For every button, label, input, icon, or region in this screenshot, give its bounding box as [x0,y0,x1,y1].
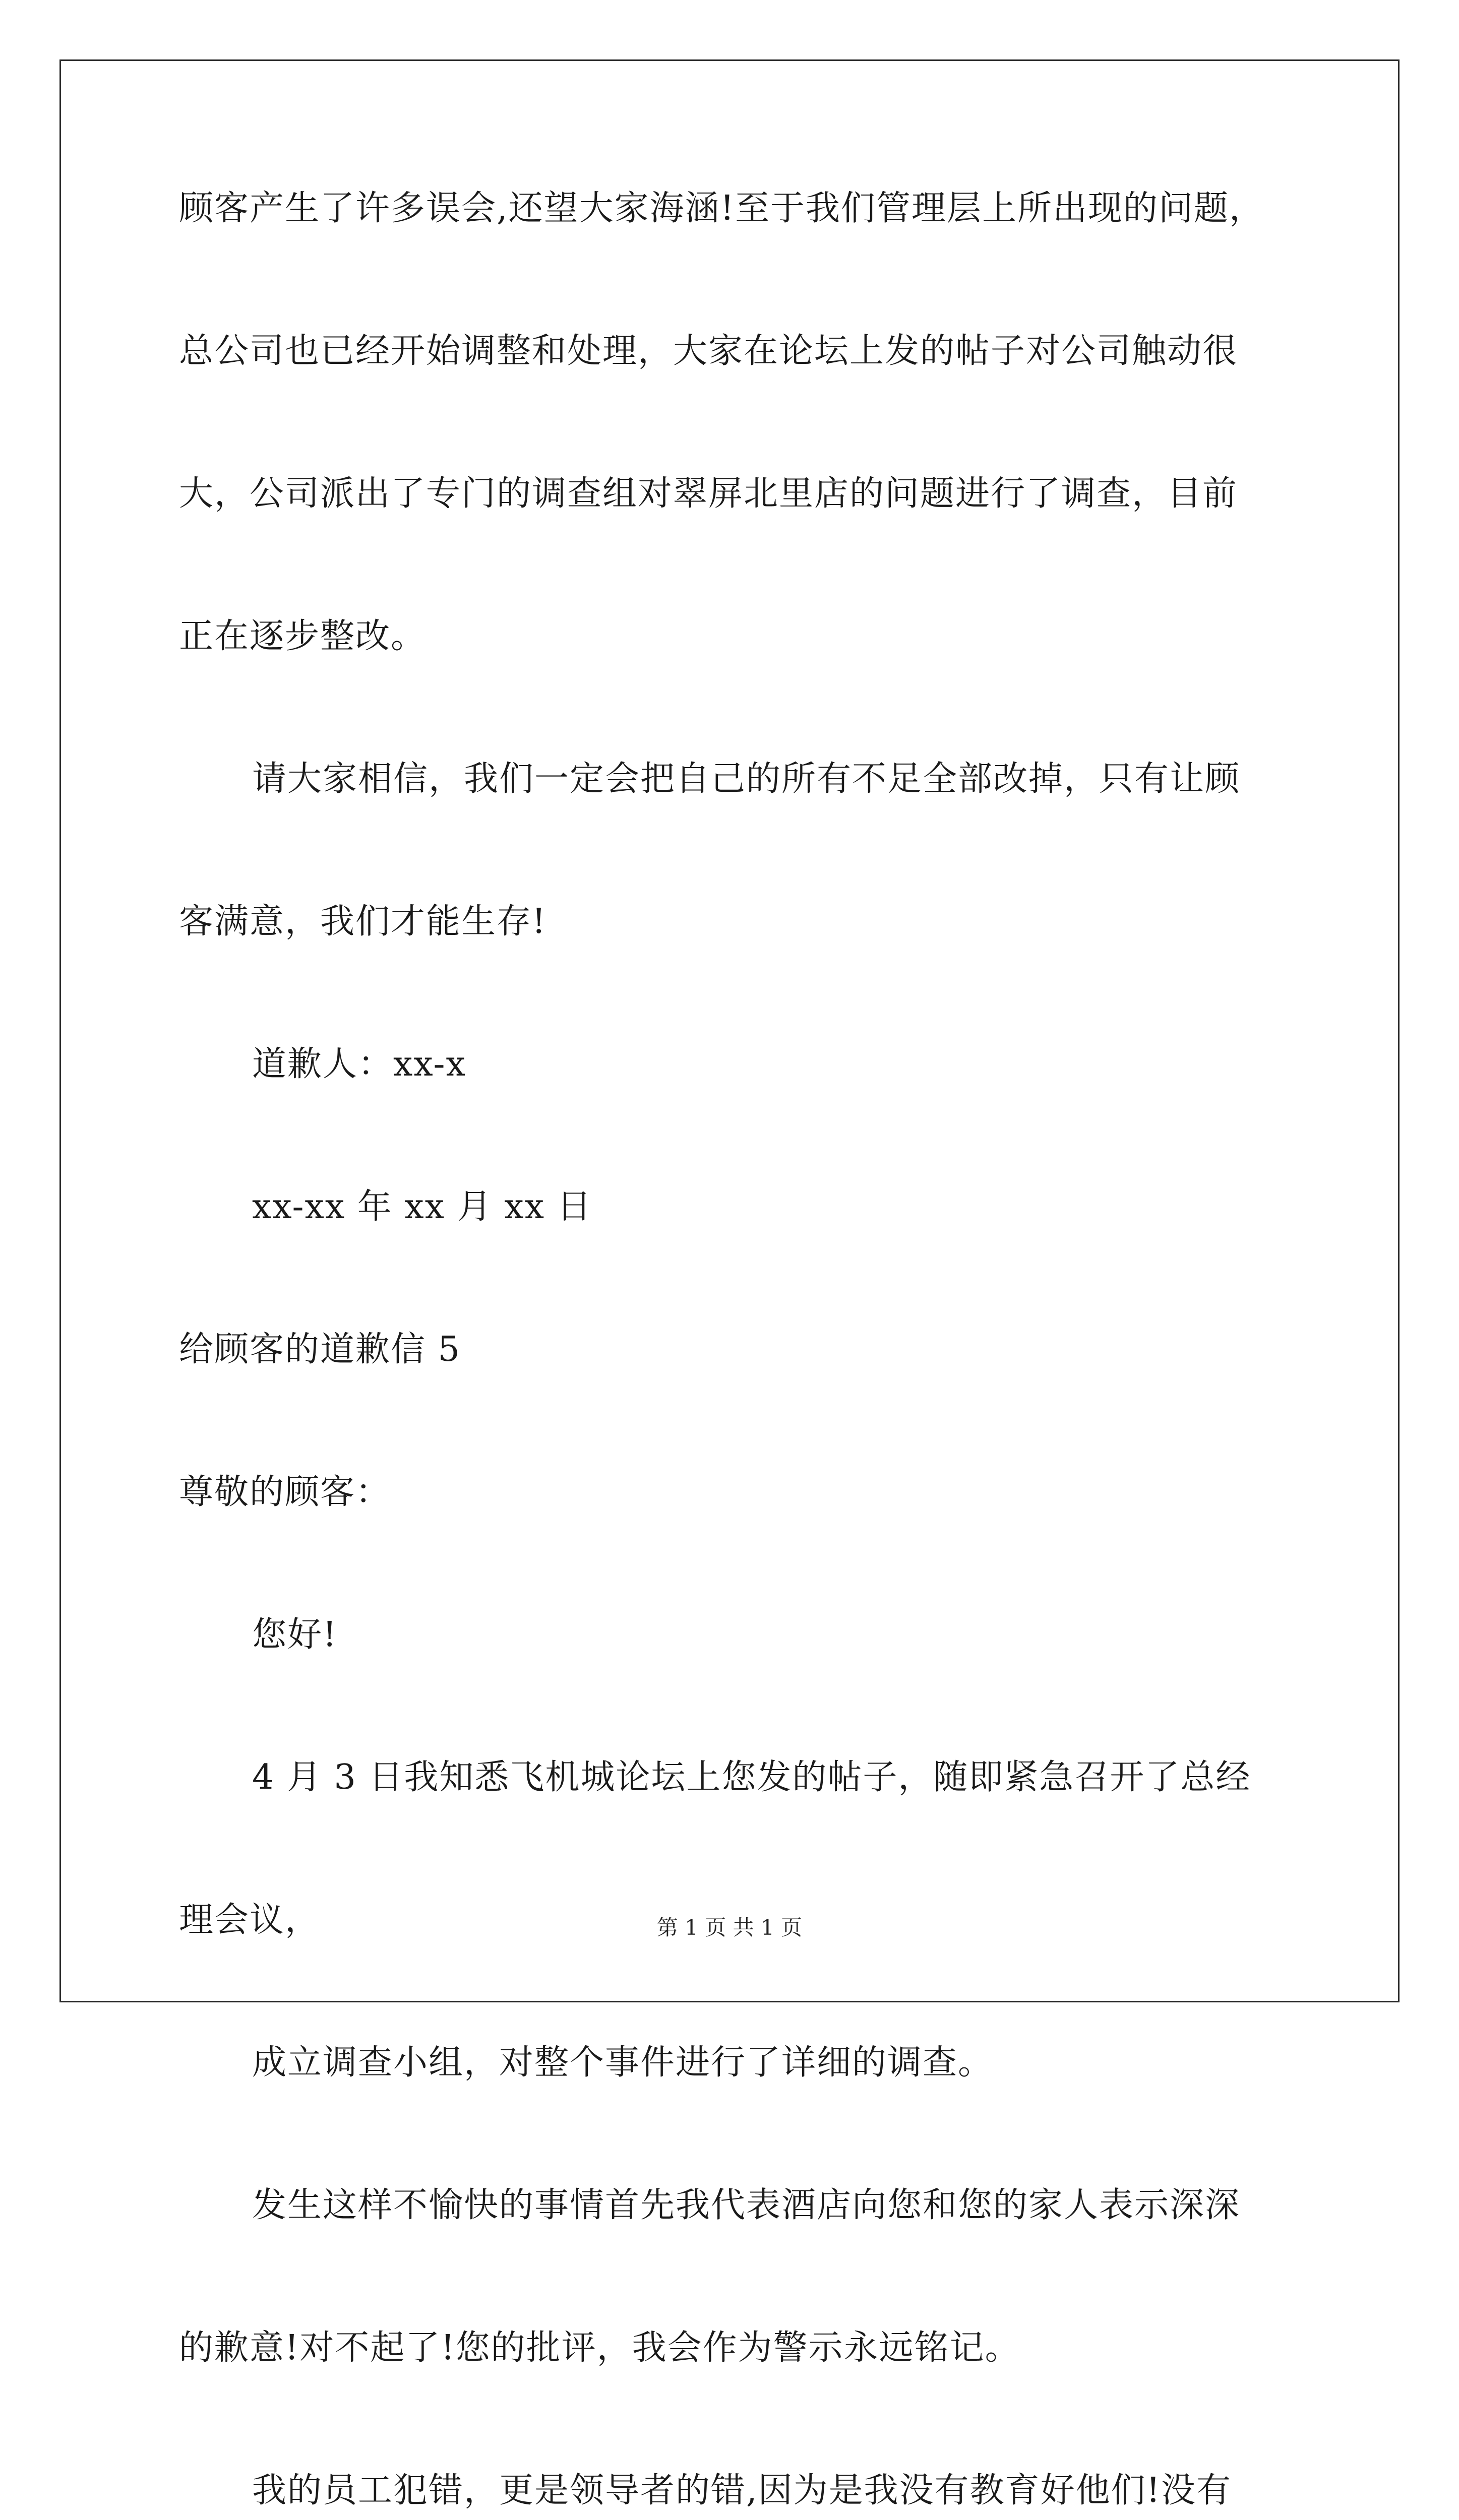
salutation: 尊敬的顾客： [179,1472,391,1512]
text-line: 理会议， [179,1900,321,1940]
text-line: 顾客产生了许多误会,还望大家海涵!至于我们管理层上所出现的问题， [179,188,1264,228]
text-line: 客满意，我们才能生存! [179,902,547,941]
text-line: 4 月 3 日我知悉飞机城论坛上您发的帖子，随即紧急召开了总经 [252,1757,1251,1797]
document-body [179,188,1298,2520]
text-line: 正在逐步整改。 [179,616,427,656]
text-line: 成立调查小组，对整个事件进行了详细的调查。 [252,2043,994,2083]
text-line: 我的员工犯错，更是领导者的错,因为是我没有教育好他们!没有 [252,2471,1232,2510]
letter-title: 给顾客的道歉信 5 [179,1330,461,1369]
page-number-footer: 第 1 页 共 1 页 [656,1915,803,1940]
text-line: 总公司也已经开始调整和处理，大家在论坛上发的帖子对公司触动很 [179,331,1238,371]
date-line: xx-xx 年 xx 月 xx 日 [252,1187,592,1227]
text-line: 请大家相信，我们一定会把自己的所有不足全部改掉，只有让顾 [252,759,1241,799]
text-line: 的歉意!对不起了!您的批评，我会作为警示永远铭记。 [179,2328,1020,2368]
text-line: 大，公司派出了专门的调查组对翠屏北里店的问题进行了调查，目前 [179,474,1238,514]
greeting: 您好! [252,1615,338,1655]
signature-line: 道歉人：xx-x [252,1044,466,1084]
text-line: 发生这样不愉快的事情首先我代表酒店向您和您的家人表示深深 [252,2185,1241,2225]
